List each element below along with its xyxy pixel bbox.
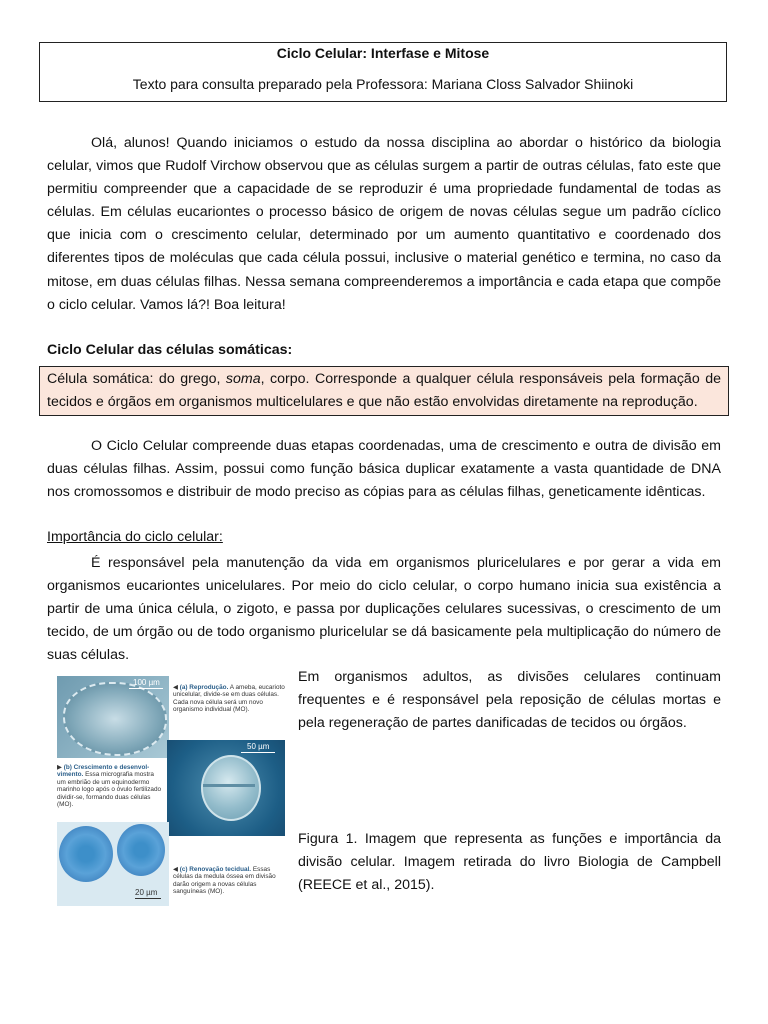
- bone-marrow-micrograph: [57, 822, 169, 906]
- cycle-paragraph: O Ciclo Celular compreende duas etapas coordenadas, uma de crescimento e outra de divisão em duas células filhas. Assim, possui como função básica duplicar exatamente a vasta quantidade de DNA nos cromossomos e distribuir de modo preciso as cópias para as células filhas, geneticamente idênticas.: [47, 438, 721, 501]
- embryo-micrograph: [167, 740, 285, 836]
- cell-division-figure: [57, 676, 285, 906]
- panel-b-label: ▶ (b) Crescimento e desenvol-vimento. Essa micrografia mostra um embrião de um equinodermo marinho logo após o óvulo fertilizado dividir-se, formando duas células (MO).: [57, 764, 162, 809]
- document-title: Ciclo Celular: Interfase e Mitose: [276, 45, 490, 61]
- panel-a-label: ◀ (a) Reprodução. A ameba, eucarioto unicelular, divide-se em duas células. Cada nova célula será um novo organismo individual (MO).: [173, 684, 285, 714]
- scale-bar: [135, 898, 161, 899]
- marrow-cell: [117, 824, 165, 876]
- somatic-definition-box: [39, 366, 729, 416]
- somatic-section-heading: Ciclo Celular das células somáticas:: [47, 342, 293, 358]
- panel-c-text: Essas células da medula óssea em divisão darão origem a novas células sanguíneas (MO).: [173, 866, 276, 896]
- panel-b-title: (b) Crescimento e desenvol-vimento.: [57, 764, 150, 779]
- definition-text-end: , corpo. Corresponde a qualquer célula responsáveis pela formação de tecidos e órgãos em organismos multicelulares e que não estão envolvidas diretamente na reprodução.: [47, 371, 721, 410]
- scale-label-b: 50 µm: [247, 742, 270, 751]
- panel-c-label: ◀ (c) Renovação tecidual. Essas células da medula óssea em divisão darão origem a novas células sanguíneas (MO).: [173, 866, 276, 896]
- panel-b-text: Essa micrografia mostra um embrião de um equinodermo marinho logo após o óvulo fertilizado dividir-se, formando duas células (MO).: [57, 771, 162, 809]
- figure-caption: Figura 1. Imagem que representa as funções e importância da divisão celular. Imagem retirada do livro Biologia de Campbell (REECE et al., 2015).: [298, 831, 721, 894]
- panel-c-title: (c) Renovação tecidual.: [179, 866, 252, 873]
- marrow-cell: [59, 826, 113, 882]
- adult-paragraph: Em organismos adultos, as divisões celulares continuam frequentes e é responsável pela reposição de células mortas e pela regeneração de partes danificadas de tecidos ou órgãos.: [298, 669, 721, 732]
- importance-heading: Importância do ciclo celular:: [47, 529, 223, 545]
- intro-paragraph: Olá, alunos! Quando iniciamos o estudo da nossa disciplina ao abordar o histórico da biologia celular, vimos que Rudolf Virchow observou que as células surgem a partir de outras células, fato este que permitiu compreender que a capacidade de se reproduzir é uma propriedade fundamental de todas as células. Em células eucariontes o processo básico de origem de novas células segue um padrão cíclico que inicia com o crescimento celular, determinado por um aumento quantitativo e coordenado dos diferentes tipos de moléculas que cada célula possui, inclusive o material genético e termina, no caso da mitose, em duas células filhas. Nessa semana compreenderemos a importância e cada etapa que compõe o ciclo celular. Vamos lá?! Boa leitura!: [47, 135, 721, 313]
- panel-a-title: (a) Reprodução.: [179, 684, 229, 691]
- definition-text-start: Célula somática: do grego,: [47, 371, 226, 387]
- document-subtitle: Texto para consulta preparado pela Professora: Mariana Closs Salvador Shiinoki: [132, 76, 634, 92]
- scale-label-a: 100 µm: [133, 678, 160, 687]
- embryo-cell: [201, 755, 261, 821]
- amoeba-cell: [63, 682, 167, 756]
- header-box: [39, 42, 727, 102]
- scale-bar: [241, 752, 275, 753]
- scale-bar: [129, 688, 163, 689]
- importance-paragraph: É responsável pela manutenção da vida em organismos pluricelulares e por gerar a vida em organismos eucariontes unicelulares. Por meio do ciclo celular, o corpo humano inicia sua existência a partir de uma única célula, o zigoto, e passa por duplicações celulares sucessivas, o crescimento de um tecido, de um órgão ou de todo organismo pluricelular se dá basicamente pela multiplicação do número de suas células.: [47, 555, 721, 664]
- definition-italic-term: soma: [225, 371, 261, 387]
- embryo-division-line: [203, 784, 255, 787]
- amoeba-micrograph: [57, 676, 169, 758]
- scale-label-c: 20 µm: [135, 888, 158, 897]
- panel-a-text: A ameba, eucarioto unicelular, divide-se em duas células. Cada nova célula será um novo organismo individual (MO).: [173, 684, 285, 714]
